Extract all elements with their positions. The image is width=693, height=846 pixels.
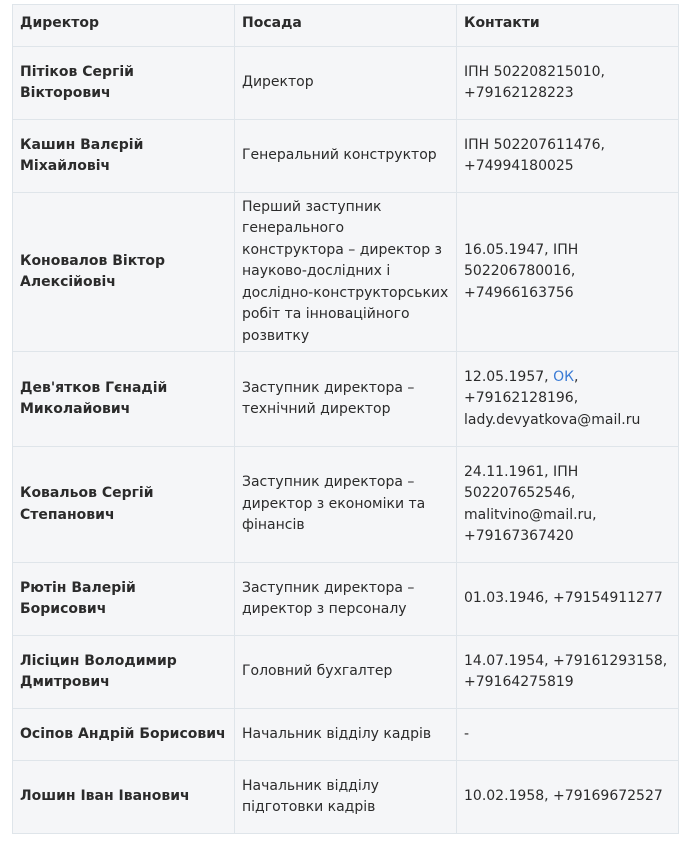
director-position: Головний бухгалтер [235, 636, 457, 709]
table-row [13, 47, 679, 120]
director-position: Заступник директора – директор з економіки та фінансів [235, 447, 457, 563]
table-row [13, 120, 679, 193]
director-position: Заступник директора – директор з персоналу [235, 563, 457, 636]
directors-table [12, 4, 679, 834]
contact-line: +79167367420 [464, 528, 574, 544]
director-name: Лісіцин Володимир Дмитрович [13, 636, 235, 709]
director-position: Начальник відділу кадрів [235, 709, 457, 761]
contact-line: ІПН 502208215010, [464, 63, 605, 80]
contact-line: +79164275819 [464, 674, 574, 690]
director-position: Перший заступник генерального конструктора – директор з науково-дослідних і дослідно-конструкторських робіт та інноваційного розвитку [235, 193, 457, 352]
contact-line: 12.05.1957, [464, 368, 554, 385]
contact-line: +79162128223 [464, 85, 574, 101]
contact-email: malitvino@mail.ru, [464, 506, 597, 523]
director-name: Пітіков Сергій Вікторович [13, 47, 235, 120]
director-contacts [457, 193, 679, 352]
contact-line: +79162128196, [464, 390, 579, 407]
directors-table-container [12, 4, 678, 834]
director-position: Заступник директора – технічний директор [235, 352, 457, 447]
table-row [13, 636, 679, 709]
director-contacts [457, 120, 679, 193]
contact-line: 16.05.1947, ІПН 502206780016, +74966163756 [464, 241, 579, 301]
contact-line: 10.02.1958, +79169672527 [464, 788, 663, 805]
director-name: Коновалов Віктор Алексійовіч [13, 193, 235, 352]
table-row [13, 709, 679, 761]
director-position: Генеральний конструктор [235, 120, 457, 193]
director-name: Лошин Іван Іванович [13, 761, 235, 834]
table-row [13, 563, 679, 636]
contact-line: , [574, 368, 579, 385]
director-name: Ковальов Сергій Степанович [13, 447, 235, 563]
contact-line: 01.03.1946, +79154911277 [464, 590, 663, 607]
director-name: Рютін Валерій Борисович [13, 563, 235, 636]
table-row [13, 352, 679, 447]
table-row [13, 447, 679, 563]
contact-email: lady.devyatkova@mail.ru [464, 411, 641, 428]
director-contacts [457, 447, 679, 563]
column-header-contacts: Контакти [457, 5, 679, 47]
table-header-row [13, 5, 679, 47]
director-contacts [457, 563, 679, 636]
contact-line: 14.07.1954, +79161293158, [464, 652, 668, 669]
contact-line: - [464, 725, 470, 742]
column-header-position: Посада [235, 5, 457, 47]
director-contacts [457, 636, 679, 709]
contact-line: 24.11.1961, ІПН 502207652546, [464, 463, 579, 501]
director-contacts [457, 761, 679, 834]
director-contacts [457, 709, 679, 761]
table-row [13, 193, 679, 352]
contact-line: +74994180025 [464, 158, 574, 174]
ok-link[interactable]: ОК [553, 368, 575, 385]
director-position: Директор [235, 47, 457, 120]
director-position: Начальник відділу підготовки кадрів [235, 761, 457, 834]
director-name: Кашин Валєрій Міхайловіч [13, 120, 235, 193]
contact-line: ІПН 502207611476, [464, 136, 605, 153]
table-row [13, 761, 679, 834]
director-contacts [457, 352, 679, 447]
director-contacts [457, 47, 679, 120]
director-name: Осіпов Андрій Борисович [13, 709, 235, 761]
column-header-director: Директор [13, 5, 235, 47]
director-name: Дев'ятков Гєнадій Миколайович [13, 352, 235, 447]
